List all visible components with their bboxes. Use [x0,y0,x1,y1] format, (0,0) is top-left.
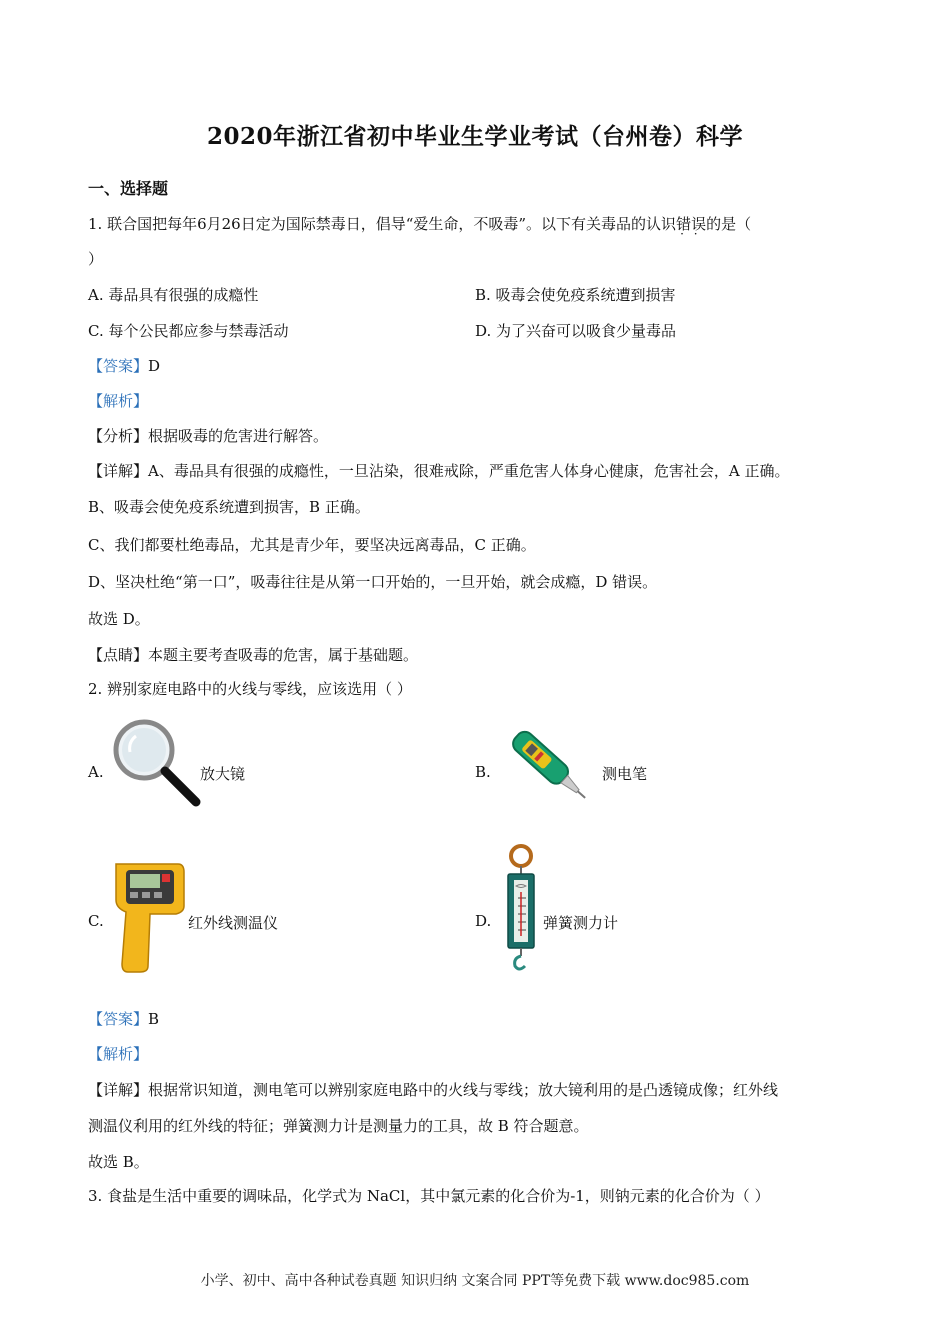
q2-answer-value: B [148,1010,160,1028]
section-heading: 一、选择题 [88,179,169,198]
q1-stem-emphasis: 错误 · · [676,215,706,233]
q1-option-d: D. 为了兴奋可以吸食少量毒品 [475,322,677,340]
q2-choose: 故选 B。 [88,1153,149,1171]
q1-analysis-tag: 【解析】 [88,392,149,410]
q3-stem: 3. 食盐是生活中重要的调味品，化学式为 NaCl，其中氯元素的化合价为-1，则钠元素的化合价为（ ） [88,1187,770,1205]
q1-option-c: C. 每个公民都应参与禁毒活动 [88,322,289,340]
q2-analysis-tag: 【解析】 [88,1045,149,1063]
q1-detail-3: C、我们都要杜绝毒品，尤其是青少年，要坚决远离毒品，C 正确。 [88,536,536,554]
q2-option-c-letter: C. [88,912,104,930]
answer-tag: 【答案】 [88,1010,149,1028]
q1-answer [88,355,160,376]
q1-stem-close: ） [88,250,104,268]
q2-option-c-label: 红外线测温仪 [188,914,279,932]
q2-answer [88,1008,159,1029]
q2-detail-2: 测温仪利用的红外线的特征；弹簧测力计是测量力的工具，故 B 符合题意。 [88,1117,589,1135]
spring-scale-icon [500,842,542,974]
test-pen-icon [505,710,600,810]
infrared-thermometer-icon [112,858,188,974]
q1-stem [88,213,751,234]
q1-detail-1: 【详解】A、毒品具有很强的成瘾性，一旦沾染，很难戒除，严重危害人体身心健康，危害社会，A 正确。 [88,462,790,480]
q2-detail-1: 【详解】根据常识知道，测电笔可以辨别家庭电路中的火线与零线；放大镜利用的是凸透镜成像；红外线 [88,1081,779,1099]
q1-answer-value: D [148,357,161,375]
q2-option-d-label: 弹簧测力计 [543,914,619,932]
q1-dianjing: 【点睛】本题主要考查吸毒的危害，属于基础题。 [88,646,419,664]
q1-detail-2: B、吸毒会使免疫系统遭到损害，B 正确。 [88,498,370,516]
q1-detail-4: D、坚决杜绝“第一口”，吸毒往往是从第一口开始的，一旦开始，就会成瘾，D 错误。 [88,573,658,591]
page-title: 2020年浙江省初中毕业生学业考试（台州卷）科学 [206,123,743,150]
q1-fenxi: 【分析】根据吸毒的危害进行解答。 [88,427,329,445]
q1-option-a: A. 毒品具有很强的成瘾性 [88,286,259,304]
q1-stem-text-a: 1. 联合国把每年6月26日定为国际禁毒日，倡导“爱生命，不吸毒”。以下有关毒品的认识 [88,215,677,233]
q1-option-b: B. 吸毒会使免疫系统遭到损害 [475,286,676,304]
q2-option-b-label: 测电笔 [602,765,648,783]
q2-option-d-letter: D. [475,912,492,930]
q1-stem-text-b: 的是（ [706,215,752,233]
magnifier-icon [108,716,204,808]
q2-option-b-letter: B. [475,763,491,781]
q1-choose: 故选 D。 [88,610,150,628]
answer-tag: 【答案】 [88,357,149,375]
q2-stem: 2. 辨别家庭电路中的火线与零线，应该选用（ ） [88,680,412,698]
page-footer: 小学、初中、高中各种试卷真题 知识归纳 文案合同 PPT等免费下载 www.doc985.com [200,1273,750,1289]
q2-option-a-letter: A. [88,763,104,781]
q2-option-a-label: 放大镜 [200,765,246,783]
